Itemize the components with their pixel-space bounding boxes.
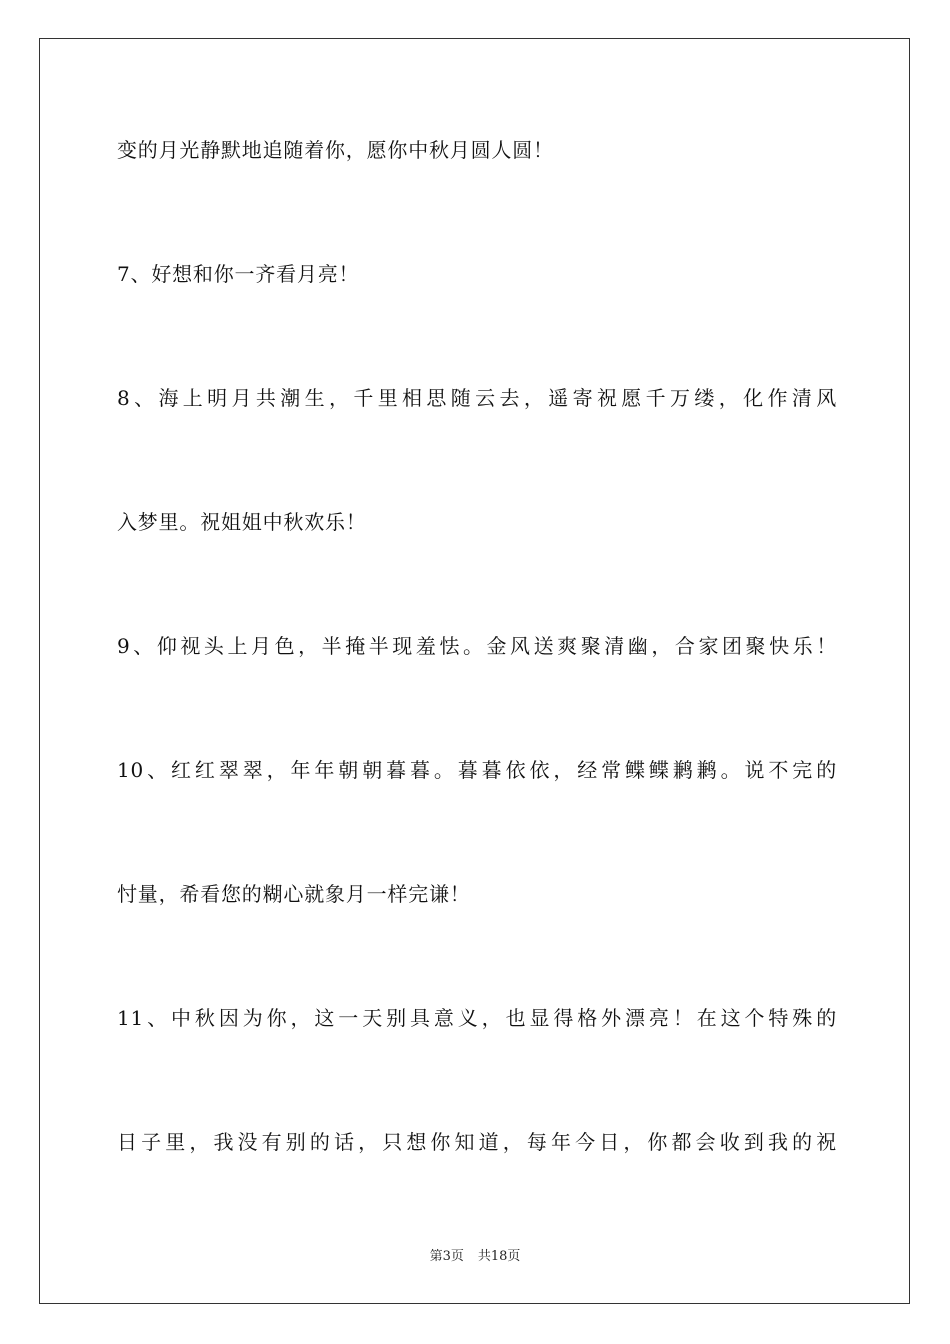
text-line: 11、中秋因为你，这一天别具意义，也显得格外漂亮！在这个特殊的 [117, 1006, 837, 1030]
text-line: 忖量，希看您的糊心就象月一样完谦！ [117, 882, 471, 906]
text-line: 7、好想和你一齐看月亮！ [117, 262, 360, 286]
page-number: 第3页 [429, 1249, 464, 1264]
text-line: 入梦里。祝姐姐中秋欢乐！ [117, 510, 367, 534]
text-line: 9、仰视头上月色，半掩半现羞怯。金风送爽聚清幽，合家团聚快乐！ [117, 634, 837, 658]
page-border [39, 38, 910, 1304]
text-line: 日子里，我没有别的话，只想你知道，每年今日，你都会收到我的祝 [117, 1130, 837, 1154]
text-line: 10、红红翠翠，年年朝朝暮暮。暮暮依依，经常鲽鲽鹣鹣。说不完的 [117, 758, 837, 782]
total-pages: 共18页 [477, 1249, 521, 1264]
text-line: 8、海上明月共潮生，千里相思随云去，遥寄祝愿千万缕，化作清风 [117, 386, 837, 410]
text-line: 变的月光静默地追随着你，愿你中秋月圆人圆！ [117, 138, 554, 162]
page-footer [0, 1248, 950, 1266]
